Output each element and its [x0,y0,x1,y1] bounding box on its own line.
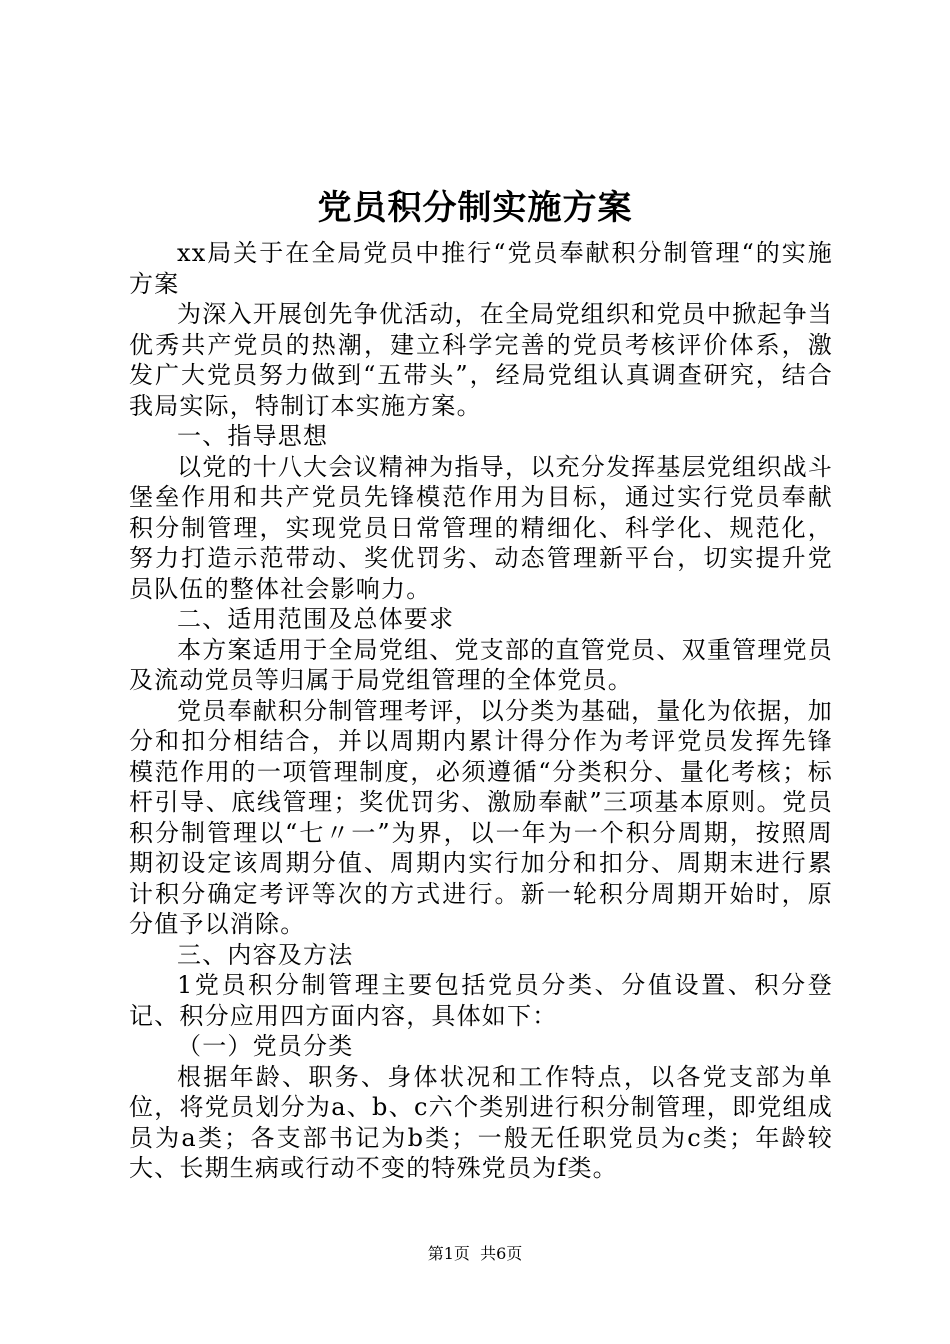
section-heading-scope: 二、适用范围及总体要求 [177,605,455,633]
page-total: 共6页 [480,1244,523,1263]
section-heading-content-method: 三、内容及方法 [177,940,354,969]
paragraph-guiding-thought: 以党的十八大会议精神为指导，以充分发挥基层党组织战斗堡垒作用和共产党员先锋模范作用为目标，通过实行党员奉献积分制管理，实现党员日常管理的精细化、科学化、规范化，努力打造示范带动、奖优罚劣、动态管理新平台，切实提升党员队伍的整体社会影响力。 [129,452,833,603]
paragraph-heading-intro: xx局关于在全局党员中推行“党员奉献积分制管理“的实施方案 [129,239,833,298]
paragraph-preamble: 为深入开展创先争优活动，在全局党组织和党员中掀起争当优秀共产党员的热潮，建立科学完善的党员考核评价体系，激发广大党员努力做到“五带头”，经局党组认真调查研究，结合我局实际，特制订本实施方案。 [129,300,833,420]
subsection-heading-classification: （一）党员分类 [177,1032,354,1060]
page-footer [0,1244,950,1264]
paragraph-content-overview: 1党员积分制管理主要包括党员分类、分值设置、积分登记、积分应用四方面内容，具体如下： [129,971,833,1030]
paragraph-scope: 本方案适用于全局党组、党支部的直管党员、双重管理党员及流动党员等归属于局党组管理的全体党员。 [129,635,833,694]
document-title: 党员积分制实施方案 [317,188,633,228]
paragraph-classification: 根据年龄、职务、身体状况和工作特点，以各党支部为单位，将党员划分为a、b、c六个类别进行积分制管理，即党组成员为a类；各支部书记为b类；一般无任职党员为c类；年龄较大、长期生病或行动不变的特殊党员为f类。 [129,1062,833,1182]
section-heading-guiding-thought: 一、指导思想 [177,422,329,450]
document-body [129,238,833,1184]
page-number: 第1页 [427,1244,470,1263]
paragraph-principles: 党员奉献积分制管理考评，以分类为基础，量化为依据，加分和扣分相结合，并以周期内累计得分作为考评党员发挥先锋模范作用的一项管理制度，必须遵循“分类积分、量化考核；标杆引导、底线管理；奖优罚劣、激励奉献”三项基本原则。党员积分制管理以“七〃一”为界，以一年为一个积分周期，按照周期初设定该周期分值、周期内实行加分和扣分、周期末进行累计积分确定考评等次的方式进行。新一轮积分周期开始时，原分值予以消除。 [129,696,833,938]
